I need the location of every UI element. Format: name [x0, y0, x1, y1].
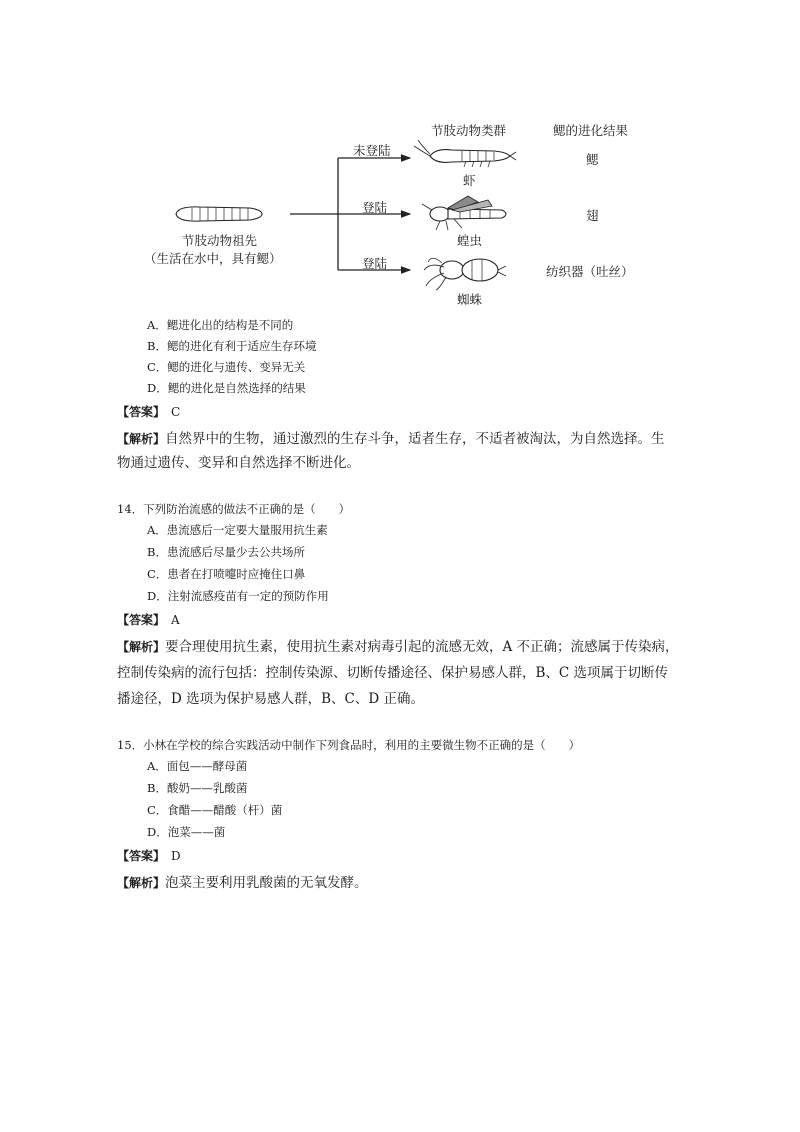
q15-option-b: B．酸奶——乳酸菌 [147, 781, 248, 795]
evolution-diagram [0, 0, 800, 320]
ancestor-label: 节肢动物祖先 [182, 233, 258, 248]
q15-analysis-line1: 【解析】泡菜主要利用乳酸菌的无氧发酵。 [117, 875, 368, 891]
q14-analysis-line2: 控制传染病的流行包括：控制传染源、切断传播途径、保护易感人群，B、C 选项属于切断传 [117, 665, 669, 681]
q15-option-a: A．面包——酵母菌 [147, 759, 248, 773]
q15-answer-value: D [171, 849, 181, 863]
q14-analysis-line3: 播途径，D 选项为保护易感人群，B、C、D 正确。 [117, 691, 424, 707]
q14-analysis-line1: 【解析】要合理使用抗生素，使用抗生素对病毒引起的流感无效，A 不正确；流感属于传染病， [117, 639, 679, 655]
q13-option-b: B．鳃的进化有利于适应生存环境 [147, 339, 317, 353]
q13-option-a: A．鳃进化出的结构是不同的 [147, 318, 294, 332]
q15-option-c: C．食醋——醋酸（杆）菌 [147, 803, 283, 817]
shrimp-icon [414, 140, 516, 167]
header-group-label: 节肢动物类群 [431, 123, 507, 138]
q14-answer: 【答案】 A [117, 613, 180, 627]
ancestor-note: （生活在水中，具有鳃） [144, 251, 282, 266]
q15-answer: 【答案】 D [117, 849, 181, 863]
q13-analysis-line1: 【解析】自然界中的生物，通过激烈的生存斗争，适者生存，不适者被淘汰，为自然选择。生 [117, 431, 665, 447]
q13-option-c: C．鳃的进化与遗传、变异无关 [147, 360, 306, 374]
spider-icon [424, 258, 506, 290]
answer-tag: 【答案】 [117, 405, 166, 419]
analysis-tag: 【解析】 [117, 432, 166, 446]
q15-stem: 15．小林在学校的综合实践活动中制作下列食品时，利用的主要微生物不正确的是（ ） [117, 738, 581, 752]
q14-option-d: D．注射流感疫苗有一定的预防作用 [147, 589, 329, 603]
q13-answer [117, 403, 180, 420]
ancestor-animal-icon [176, 207, 262, 221]
q13-option-d: D．鳃的进化是自然选择的结果 [147, 381, 306, 395]
q14-option-c: C．患者在打喷嚏时应掩住口鼻 [147, 567, 306, 581]
result-label-wing: 翅 [586, 208, 599, 223]
animal-label-shrimp: 虾 [463, 173, 476, 188]
header-result-label: 鳃的进化结果 [553, 123, 629, 138]
q14-option-b: B．患流感后尽量少去公共场所 [147, 545, 305, 559]
q13-analysis-line2: 物通过遗传、变异和自然选择不断进化。 [117, 455, 360, 471]
q15-option-d: D．泡菜——菌 [147, 825, 226, 839]
animal-label-locust: 蝗虫 [457, 233, 483, 248]
branch-label-top: 未登陆 [353, 143, 391, 158]
q14-stem: 14．下列防治流感的做法不正确的是（ ） [117, 502, 351, 516]
animal-label-spider: 蜘蛛 [457, 292, 483, 307]
q14-option-a: A．患流感后一定要大量服用抗生素 [147, 523, 328, 537]
result-label-spinneret: 纺织器（吐丝） [546, 264, 634, 279]
result-label-gill: 鳃 [586, 152, 599, 167]
locust-icon [422, 196, 506, 230]
q13-answer-value: C [171, 405, 181, 419]
q14-answer-value: A [171, 613, 180, 627]
branch-label-bottom: 登陆 [362, 256, 388, 271]
branch-label-mid: 登陆 [362, 200, 388, 215]
